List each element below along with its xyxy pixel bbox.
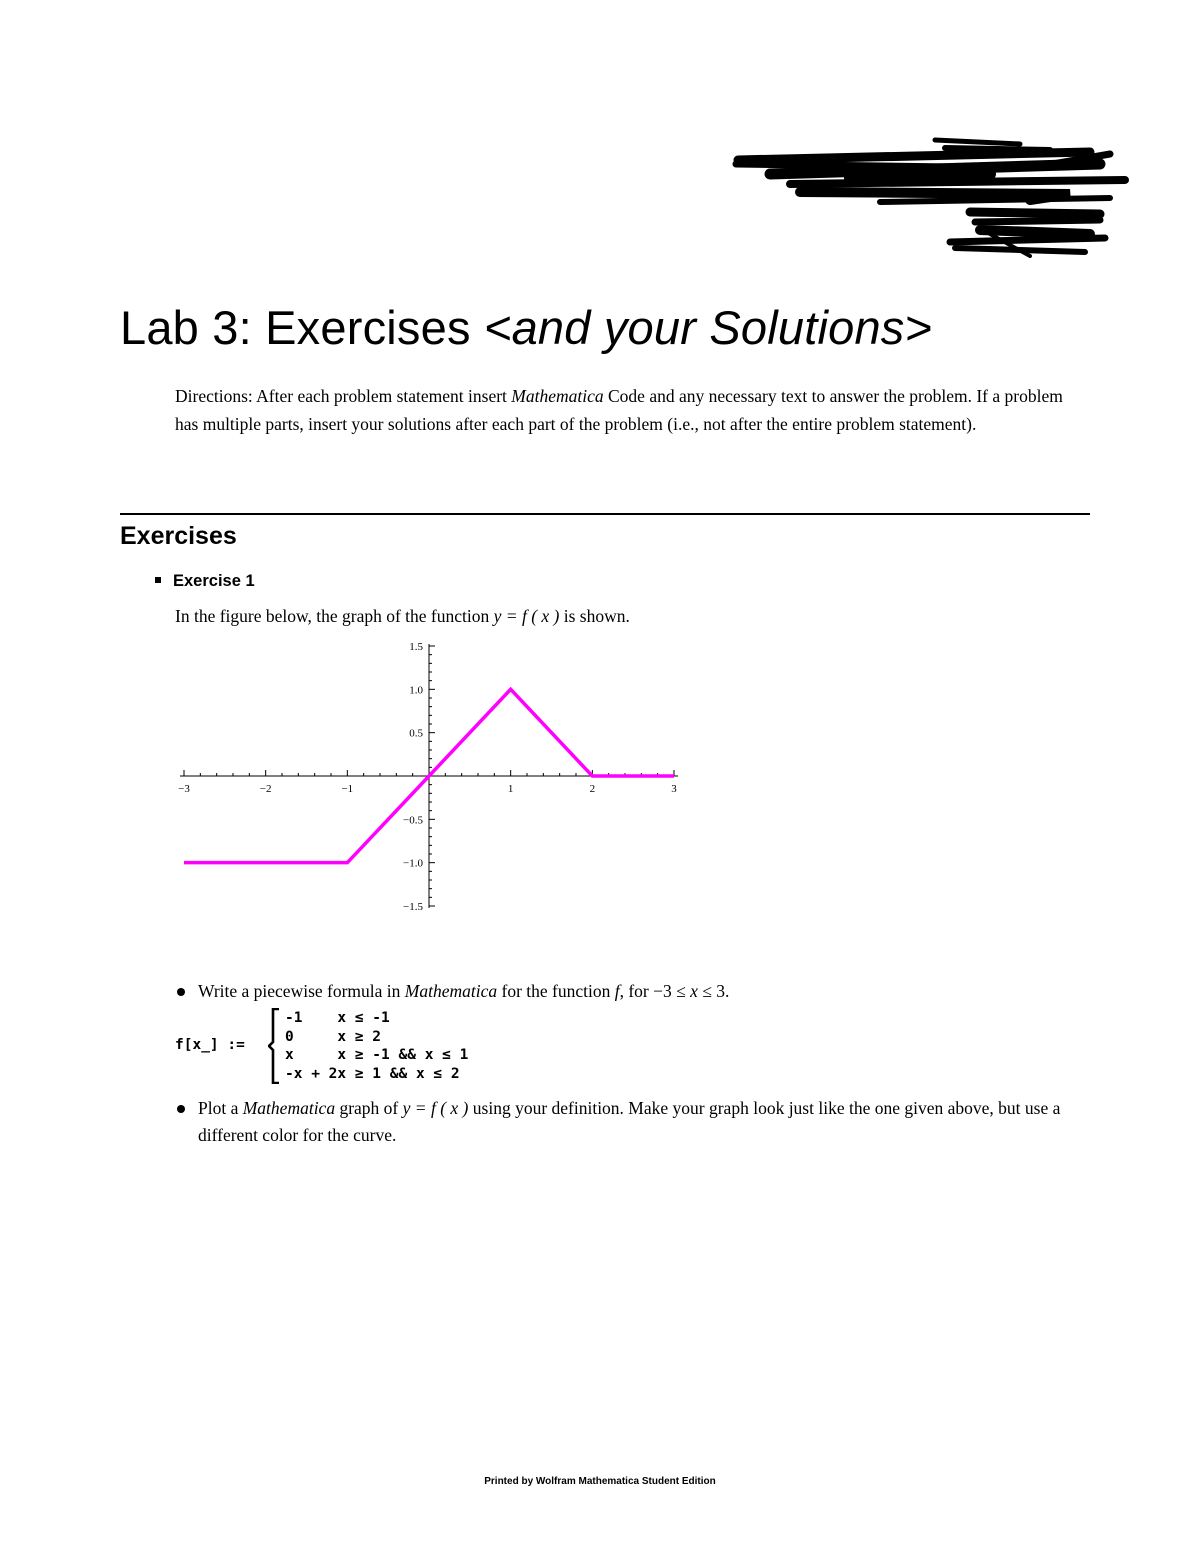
case-value: x bbox=[285, 1047, 294, 1063]
x-tick-label: −1 bbox=[341, 783, 354, 795]
piecewise-case-row bbox=[285, 1009, 468, 1028]
bullet-dot-icon bbox=[177, 1105, 185, 1113]
x-tick-label: −2 bbox=[259, 783, 272, 795]
case-condition: x ≥ -1 && x ≤ 1 bbox=[337, 1047, 469, 1063]
bullet-plot-instructions bbox=[175, 1095, 1075, 1149]
bullet1-text-1: Write a piecewise formula in bbox=[198, 981, 405, 1001]
intro-math: y = f ( x ) bbox=[493, 606, 560, 626]
case-condition: x ≥ 1 && x ≤ 2 bbox=[337, 1065, 460, 1082]
y-tick-label: −0.5 bbox=[403, 814, 423, 827]
bullet1-text-2: for the function bbox=[497, 981, 615, 1001]
bullet1-text-4: ≤ 3. bbox=[697, 981, 730, 1001]
x-tick-label: 1 bbox=[507, 783, 514, 795]
title-italic: <and your Solutions> bbox=[483, 301, 933, 354]
square-bullet-icon bbox=[155, 577, 161, 583]
piecewise-cases bbox=[285, 1009, 468, 1083]
print-footer: Printed by Wolfram Mathematica Student Edition bbox=[484, 1476, 716, 1487]
x-tick-label: 3 bbox=[671, 783, 677, 795]
x-tick-label: 2 bbox=[589, 783, 596, 795]
directions-text-2: Code and any necessary text to answer the problem. If a problem has multiple parts, insert your solutions after each part of the problem (i.e., not after the entire problem statement). bbox=[175, 386, 1063, 434]
y-tick-label: 1.5 bbox=[409, 641, 423, 653]
exercise-1-label: Exercise 1 bbox=[173, 572, 255, 590]
bullet2-text-1: Plot a bbox=[198, 1098, 243, 1118]
intro-text: In the figure below, the graph of the function bbox=[175, 606, 494, 626]
section-divider bbox=[120, 513, 1090, 515]
case-condition: x ≥ 2 bbox=[337, 1028, 382, 1045]
bullet-dot-icon bbox=[177, 988, 185, 996]
case-condition: x ≤ -1 bbox=[337, 1010, 390, 1026]
y-tick-label: −1.5 bbox=[403, 901, 423, 913]
y-tick-label: 1.0 bbox=[409, 684, 423, 697]
function-graph bbox=[170, 636, 690, 966]
directions-text-1: Directions: After each problem statement insert bbox=[175, 386, 512, 406]
bullet2-math: y = f ( x ) bbox=[402, 1098, 469, 1118]
y-tick-label: −1.0 bbox=[403, 857, 423, 870]
piecewise-case-row bbox=[285, 1046, 468, 1065]
page-title bbox=[120, 300, 932, 355]
piecewise-case-row bbox=[285, 1065, 468, 1084]
bullet-piecewise-formula bbox=[175, 978, 1075, 1005]
y-tick-label: 0.5 bbox=[409, 727, 423, 740]
bullet2-text-3: using your definition. Make your graph look just like the one given above, but use a different color for the curve. bbox=[198, 1098, 1061, 1145]
exercise-1-intro bbox=[175, 606, 630, 627]
case-value: 0 bbox=[285, 1028, 294, 1045]
piecewise-brace-icon bbox=[268, 1008, 282, 1084]
bullet2-text-2: graph of bbox=[335, 1098, 403, 1118]
case-value: -x + 2 bbox=[285, 1065, 338, 1082]
directions-mathematica: Mathematica bbox=[511, 386, 604, 406]
bullet1-x: x bbox=[690, 981, 698, 1001]
x-tick-label: −3 bbox=[178, 783, 190, 795]
piecewise-case-row bbox=[285, 1028, 468, 1047]
bullet1-f: f bbox=[614, 981, 620, 1001]
intro-text-end: is shown. bbox=[559, 606, 630, 626]
section-title: Exercises bbox=[120, 522, 237, 550]
redaction-scribble bbox=[730, 134, 1130, 264]
bullet2-mathematica: Mathematica bbox=[242, 1098, 336, 1118]
case-value: -1 bbox=[285, 1010, 303, 1026]
bullet1-text-3: , for −3 ≤ bbox=[619, 981, 691, 1001]
directions-paragraph bbox=[175, 382, 1090, 438]
title-main: Lab 3: Exercises bbox=[120, 301, 484, 354]
exercise-1-heading[interactable] bbox=[155, 572, 255, 591]
bullet1-mathematica: Mathematica bbox=[404, 981, 498, 1001]
code-lhs: f[x_] := bbox=[175, 1037, 245, 1053]
